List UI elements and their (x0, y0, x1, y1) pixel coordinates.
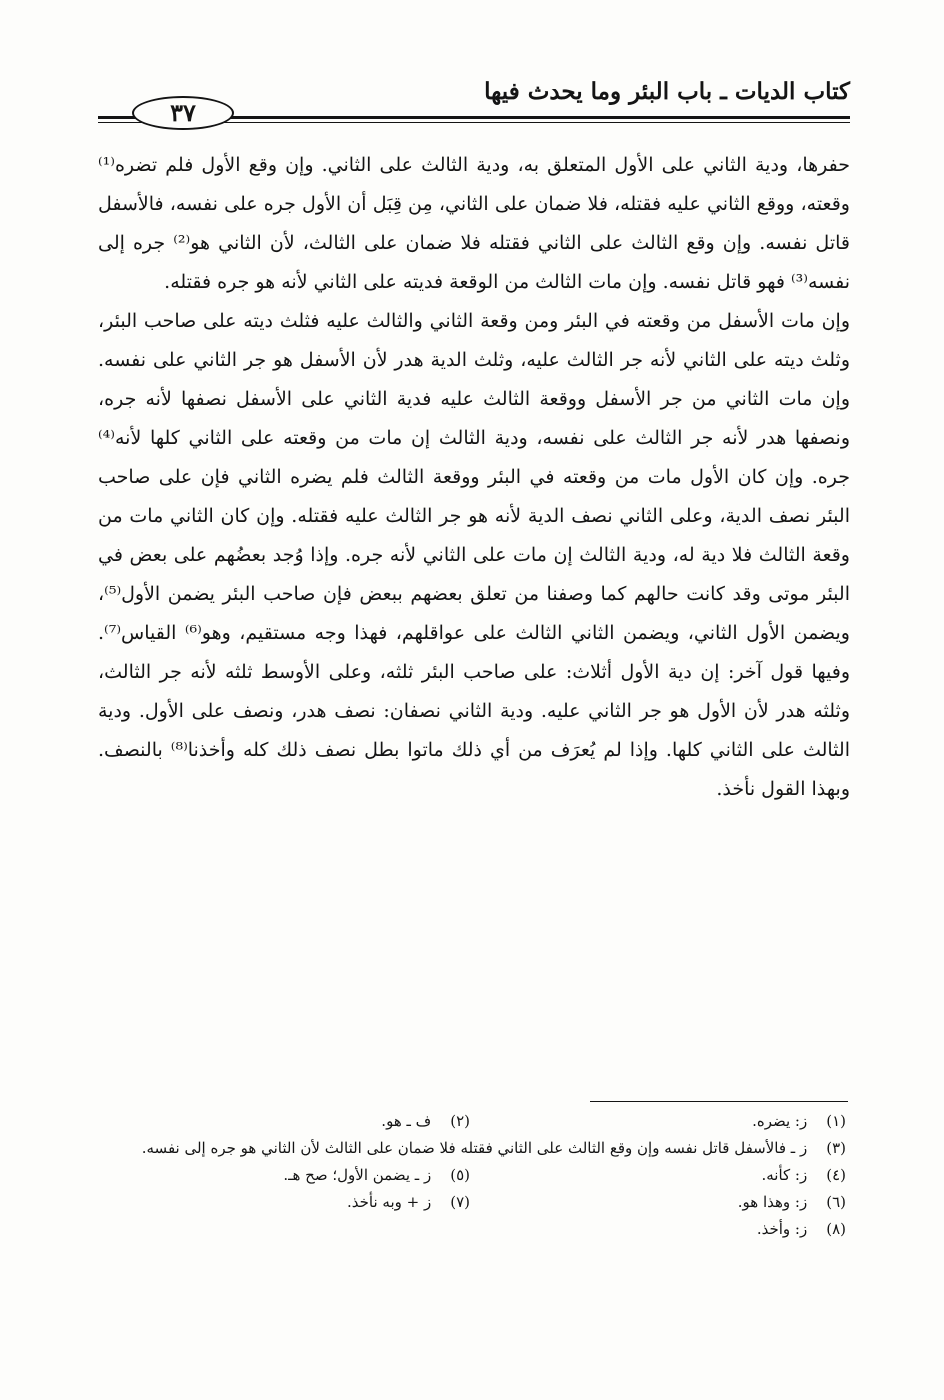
footnote-text: ز ـ يضمن الأول؛ صح هـ. (283, 1166, 432, 1184)
page-header (98, 68, 850, 126)
footnote-6 (474, 1189, 850, 1216)
footnotes (98, 1108, 850, 1243)
footnote-text: ف ـ هو. (381, 1112, 432, 1130)
footnote-number: (١) (826, 1112, 846, 1130)
footnote-1 (474, 1108, 850, 1135)
footnote-number: (٤) (826, 1166, 846, 1184)
footnote-text: ز: كأنه. (761, 1166, 808, 1184)
footnote-2 (98, 1108, 474, 1135)
footnote-text: ز: يضره. (752, 1112, 808, 1130)
footnote-number: (٧) (450, 1193, 470, 1211)
footnote-row (98, 1189, 850, 1216)
footnote-row (98, 1216, 850, 1243)
footnote-number: (٢) (450, 1112, 470, 1130)
footnote-row (98, 1135, 850, 1162)
footnote-7 (98, 1189, 474, 1216)
main-text (98, 146, 850, 809)
footnote-row (98, 1108, 850, 1135)
footnote-3 (98, 1135, 850, 1162)
footnote-separator (590, 1101, 848, 1102)
footnote-number: (٨) (826, 1220, 846, 1238)
footnote-number: (٦) (826, 1193, 846, 1211)
footnote-text: ز: وهذا هو. (737, 1193, 808, 1211)
page-number: ٣٧ (132, 96, 234, 130)
paragraph: حفرها، ودية الثاني على الأول المتعلق به، ودية الثالث على الثاني. وإن وقع الأول فلم تضره⁽¹⁾ وقعته، ووقع الثاني عليه فقتله، فلا ضمان على الثاني، مِن قِبَل أن الأول جره على نفسه، فالأسفل قاتل نفسه. وإن وقع الثالث على الثاني فقتله فلا ضمان على الثالث، لأن الثاني هو⁽²⁾ جره إلى نفسه⁽³⁾ فهو قاتل نفسه. وإن مات الثالث من الوقعة فديته على الثاني لأنه هو جره فقتله. (98, 154, 850, 293)
footnote-text: ز ـ فالأسفل قاتل نفسه وإن وقع الثالث على الثاني فقتله فلا ضمان على الثالث لأن الثاني هو جره إلى نفسه. (141, 1139, 808, 1157)
footnote-row (98, 1162, 850, 1189)
footnote-8 (474, 1216, 850, 1243)
footnote-number: (٥) (450, 1166, 470, 1184)
footnote-4 (474, 1162, 850, 1189)
paragraph: وإن مات الأسفل من وقعته في البئر ومن وقعة الثاني والثالث عليه فثلث ديته على صاحب البئر، وثلث ديته على الثاني لأنه جر الثالث عليه، وثلث الدية هدر لأن الأسفل هو جر الثاني على نفسه. وإن مات الثاني من جر الأسفل ووقعة الثالث عليه فدية الثاني على الأسفل نصفها لأنه جره، ونصفها هدر لأنه جر الثالث على نفسه، ودية الثالث إن مات من وقعته على الثاني كلها لأنه⁽⁴⁾ جره. وإن كان الأول مات من وقعته في البئر ووقعة الثالث فلم يضره الثاني فإن على صاحب البئر نصف الدية، وعلى الثاني نصف الدية لأنه هو جر الثالث عليه فقتله. وإن كان الثاني مات من وقعة الثالث فلا دية له، ودية الثالث إن مات على الثاني لأنه جره. وإذا وُجد بعضُهم على بعض في البئر موتى وقد كانت حالهم كما وصفنا من تعلق بعضهم ببعض فإن صاحب البئر يضمن الأول⁽⁵⁾، ويضمن الأول الثاني، ويضمن الثاني الثالث على عواقلهم، فهذا وجه مستقيم، وهو⁽⁶⁾ القياس⁽⁷⁾. وفيها قول آخر: إن دية الأول أثلاث: على صاحب البئر ثلثه، وعلى الأوسط ثلثه لأنه جر الثالث، وثلثه هدر لأن الأول هو جر الثاني عليه. ودية الثاني نصفان: نصف هدر، ونصف على الأول. ودية الثالث على الثاني كلها. وإذا لم يُعرَف من أي ذلك ماتوا بطل نصف ذلك كله وأخذنا⁽⁸⁾ بالنصف. وبهذا القول نأخذ. (98, 310, 850, 800)
footnote-text: ز + وبه نأخذ. (346, 1193, 432, 1211)
footnote-5 (98, 1162, 474, 1189)
footnote-number: (٣) (826, 1139, 846, 1157)
footnote-text: ز: وأخذ. (756, 1220, 808, 1238)
running-title: كتاب الديات ـ باب البئر وما يحدث فيها (484, 78, 850, 105)
